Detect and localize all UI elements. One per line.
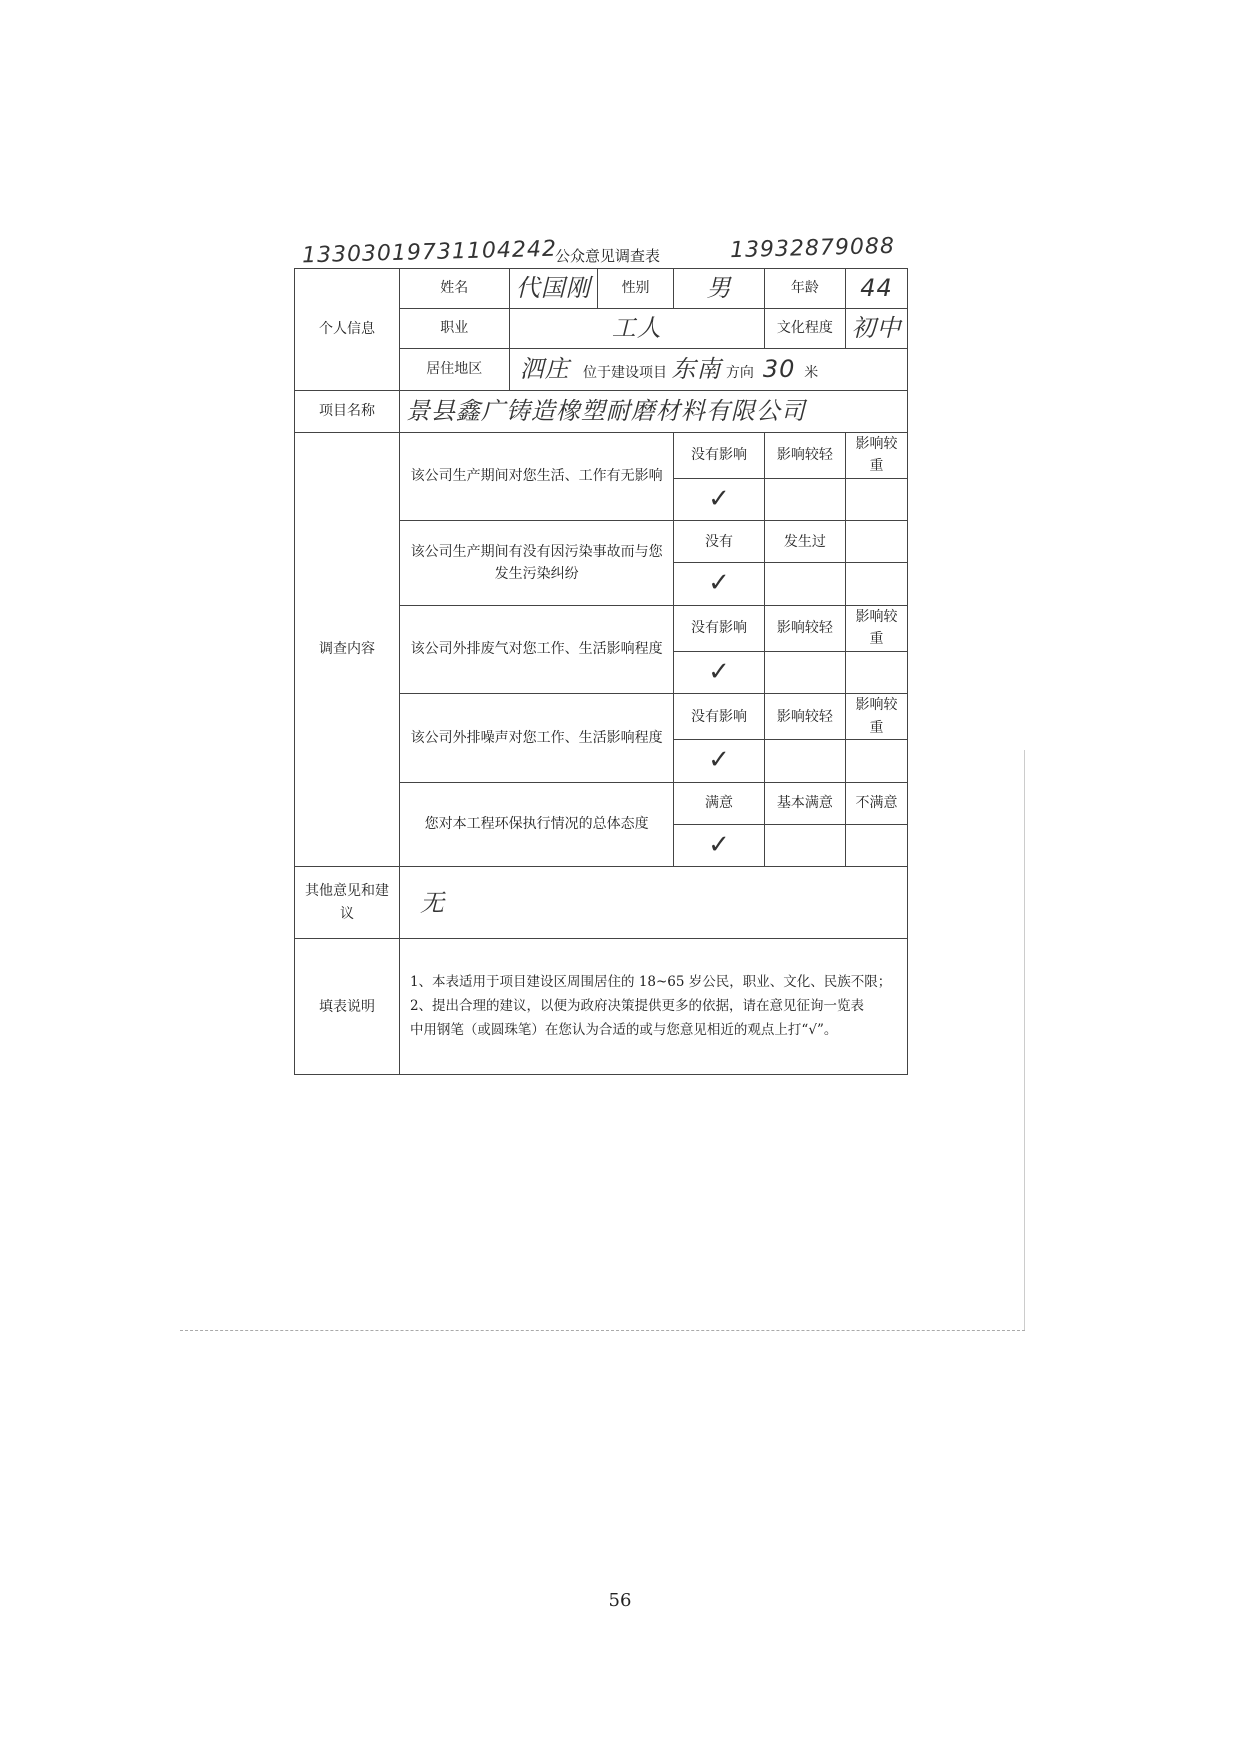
age-label: 年龄 [764, 269, 845, 309]
survey-form-table [294, 268, 908, 1075]
other-row [295, 867, 908, 939]
q3-option-3: 影响较重 [845, 605, 907, 651]
project-label: 项目名称 [295, 391, 400, 433]
q4-option-3: 影响较重 [845, 694, 907, 740]
distance-value[interactable]: 30 [762, 355, 796, 384]
q2-mark-3[interactable] [845, 563, 907, 606]
q1-mark-3[interactable] [845, 478, 907, 521]
residence-label: 居住地区 [399, 349, 509, 391]
q5-mark-2[interactable] [764, 824, 845, 867]
location-prefix: 位于建设项目 [583, 365, 668, 382]
q2-mark-2[interactable] [764, 563, 845, 606]
q3-mark-2[interactable] [764, 651, 845, 694]
instruction-line: 2、提出合理的建议，以便为政府决策提供更多的依据，请在意见征询一览表 [409, 998, 865, 1014]
q5-mark-3[interactable] [845, 824, 907, 867]
instructions-text [399, 939, 907, 1075]
project-value[interactable]: 景县鑫广铸造橡塑耐磨材料有限公司 [399, 391, 907, 433]
page-number: 56 [608, 1590, 632, 1611]
instruction-line: 中用钢笔（或圆珠笔）在您认为合适的或与您意见相近的观点上打“√”。 [409, 1021, 838, 1038]
q1-option-1: 没有影响 [674, 433, 765, 479]
q5-option-3: 不满意 [845, 782, 907, 824]
education-value[interactable]: 初中 [845, 309, 907, 349]
q3-mark-1[interactable]: ✓ [674, 651, 765, 694]
q4-mark-2[interactable] [764, 740, 845, 783]
gender-label: 性别 [597, 269, 673, 309]
direction-value[interactable]: 东南 [671, 355, 722, 384]
q4-mark-3[interactable] [845, 740, 907, 783]
phone-number-left: 13303019731104242 [301, 236, 558, 269]
q1-question: 该公司生产期间对您生活、工作有无影响 [399, 433, 673, 521]
residence-cell [509, 349, 907, 391]
q4-mark-1[interactable]: ✓ [674, 740, 765, 783]
phone-number-right: 13932879088 [729, 233, 896, 264]
form-title: 公众意见调查表 [555, 247, 661, 265]
other-label: 其他意见和建议 [295, 867, 400, 939]
q4-question: 该公司外排噪声对您工作、生活影响程度 [399, 694, 673, 782]
q5-mark-1[interactable]: ✓ [674, 824, 765, 867]
q1-mark-2[interactable] [764, 478, 845, 521]
occupation-label: 职业 [399, 309, 509, 349]
residence-value[interactable]: 泗庄 [519, 355, 570, 384]
instruction-line: 1、本表适用于项目建设区周围居住的 18~65 岁公民，职业、文化、民族不限； [409, 974, 892, 991]
gender-value[interactable]: 男 [674, 269, 765, 309]
q5-option-1: 满意 [674, 782, 765, 824]
q2-option-1: 没有 [674, 521, 765, 563]
distance-unit: 米 [804, 365, 819, 382]
q2-mark-1[interactable]: ✓ [674, 563, 765, 606]
name-label: 姓名 [399, 269, 509, 309]
scan-edge-horizontal [180, 1330, 1025, 1331]
q2-question: 该公司生产期间有没有因污染事故而与您发生污染纠纷 [399, 521, 673, 606]
q1-option-2: 影响较轻 [764, 433, 845, 479]
q4-option-1: 没有影响 [674, 694, 765, 740]
q1-option-3: 影响较重 [845, 433, 907, 479]
project-row [295, 391, 908, 433]
direction-label: 方向 [725, 365, 754, 382]
q2-option-2: 发生过 [764, 521, 845, 563]
instructions-label: 填表说明 [295, 939, 400, 1075]
q3-question: 该公司外排废气对您工作、生活影响程度 [399, 605, 673, 693]
scan-edge-vertical [1024, 750, 1025, 1330]
q1-options-row [295, 433, 908, 479]
instructions-row [295, 939, 908, 1075]
other-value[interactable]: 无 [399, 867, 907, 939]
q5-question: 您对本工程环保执行情况的总体态度 [399, 782, 673, 867]
name-value[interactable]: 代国刚 [509, 269, 597, 309]
q5-option-2: 基本满意 [764, 782, 845, 824]
q2-option-3 [845, 521, 907, 563]
q4-option-2: 影响较轻 [764, 694, 845, 740]
survey-section-label: 调查内容 [295, 433, 400, 867]
education-label: 文化程度 [764, 309, 845, 349]
q3-option-2: 影响较轻 [764, 605, 845, 651]
occupation-value[interactable]: 工人 [509, 309, 764, 349]
personal-section-label: 个人信息 [295, 269, 400, 391]
personal-row-1 [295, 269, 908, 309]
age-value[interactable]: 44 [845, 269, 907, 309]
q3-mark-3[interactable] [845, 651, 907, 694]
q3-option-1: 没有影响 [674, 605, 765, 651]
q1-mark-1[interactable]: ✓ [674, 478, 765, 521]
